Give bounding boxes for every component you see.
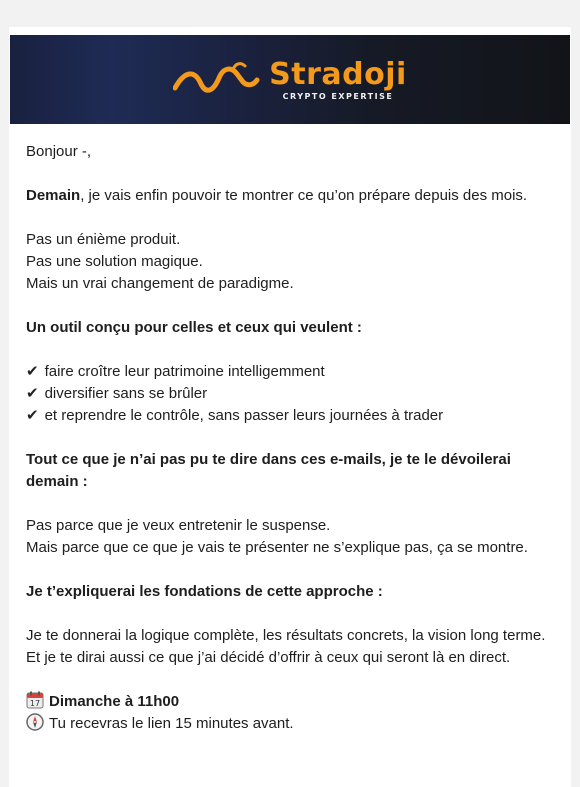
checklist-item bbox=[26, 405, 556, 427]
intro-paragraph bbox=[26, 185, 556, 207]
statement-line: Pas un énième produit. bbox=[26, 231, 181, 248]
foundations-heading-text: Je t’expliquerai les fondations de cette approche : bbox=[26, 583, 383, 600]
checklist-item-text: et reprendre le contrôle, sans passer leurs journées à trader bbox=[44, 407, 444, 424]
intro-text: , je vais enfin pouvoir te montrer ce qu’on prépare depuis des mois. bbox=[80, 187, 528, 204]
statement-line: Mais un vrai changement de paradigme. bbox=[26, 275, 294, 292]
statement-line: Pas une solution magique. bbox=[26, 253, 203, 270]
svg-text:17: 17 bbox=[29, 699, 41, 708]
calendar-icon bbox=[26, 691, 44, 709]
event-details bbox=[26, 691, 556, 735]
reveal-heading-text: Tout ce que je n’ai pas pu te dire dans ces e-mails, je te le dévoilerai demain : bbox=[26, 451, 511, 490]
event-date-line bbox=[26, 691, 556, 713]
checklist-item bbox=[26, 383, 556, 405]
suspense-line: Pas parce que je veux entretenir le suspense. bbox=[26, 517, 331, 534]
event-note: Tu recevras le lien 15 minutes avant. bbox=[49, 715, 294, 732]
suspense-paragraph bbox=[26, 515, 556, 559]
tool-heading-text: Un outil conçu pour celles et ceux qui veulent : bbox=[26, 319, 362, 336]
checklist-item bbox=[26, 361, 556, 383]
explanation-line: Je te donnerai la logique complète, les résultats concrets, la vision long terme. bbox=[26, 627, 546, 644]
brand-tagline: CRYPTO EXPERTISE bbox=[282, 91, 394, 101]
checklist-item-text: faire croître leur patrimoine intelligemment bbox=[44, 363, 325, 380]
brand-name: Stradoji bbox=[269, 56, 407, 92]
check-mark-icon: ✔ bbox=[26, 407, 39, 424]
statement-paragraph bbox=[26, 229, 556, 295]
check-mark-icon: ✔ bbox=[26, 385, 39, 402]
intro-bold: Demain bbox=[26, 187, 81, 204]
benefits-checklist bbox=[26, 361, 556, 427]
foundations-heading bbox=[26, 581, 556, 603]
compass-icon bbox=[26, 713, 44, 731]
event-date: Dimanche à 11h00 bbox=[49, 693, 180, 710]
reveal-heading bbox=[26, 449, 556, 493]
suspense-line: Mais parce que ce que je vais te présenter ne s’explique pas, ça se montre. bbox=[26, 539, 528, 556]
tool-heading bbox=[26, 317, 556, 339]
check-mark-icon: ✔ bbox=[26, 363, 39, 380]
explanation-paragraph bbox=[26, 625, 556, 669]
greeting: Bonjour -, bbox=[26, 143, 92, 160]
explanation-line: Et je te dirai aussi ce que j’ai décidé d’offrir à ceux qui seront là en direct. bbox=[26, 649, 511, 666]
brand-logo[interactable] bbox=[173, 56, 407, 101]
email-body bbox=[26, 141, 556, 757]
checklist-item-text: diversifier sans se brûler bbox=[44, 385, 208, 402]
bull-wave-logo-icon bbox=[173, 60, 263, 100]
header-banner bbox=[10, 35, 570, 124]
event-note-line bbox=[26, 713, 556, 735]
